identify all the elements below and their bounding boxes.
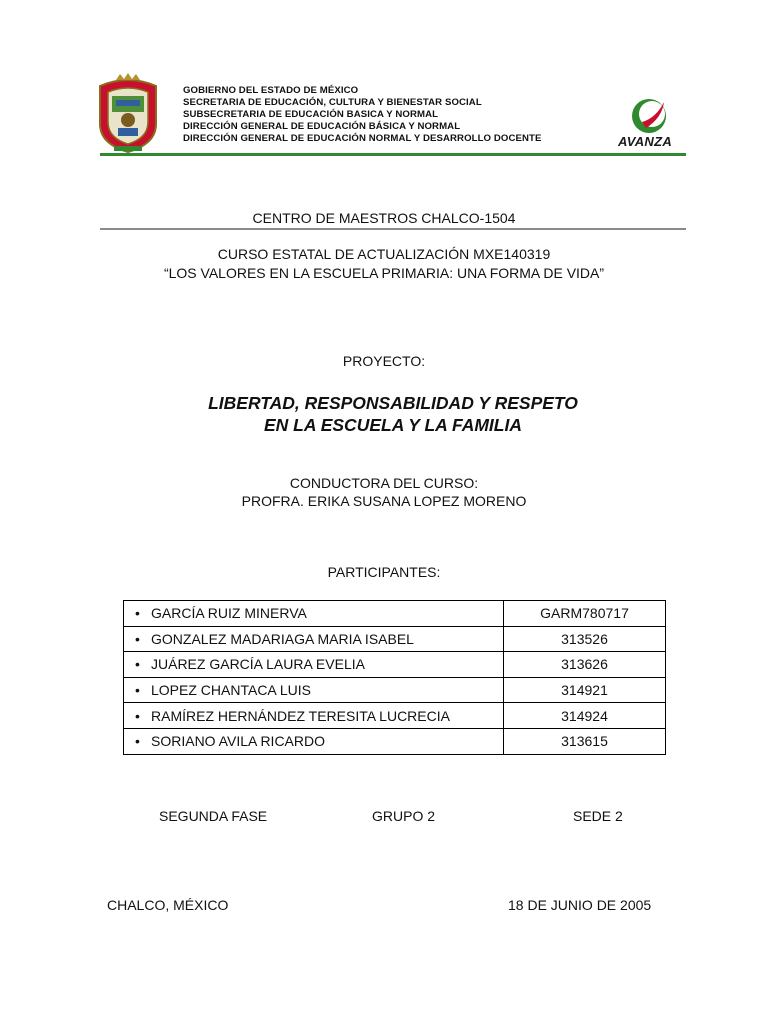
- table-row: [124, 626, 666, 652]
- participants-table: [123, 600, 666, 755]
- conductora-label: CONDUCTORA DEL CURSO:: [289, 475, 479, 491]
- curso-line-2: “LOS VALORES EN LA ESCUELA PRIMARIA: UNA FORMA DE VIDA”: [163, 265, 605, 281]
- coat-of-arms-logo: [96, 72, 160, 154]
- participant-code: GARM780717: [504, 601, 666, 627]
- bullet: •: [135, 733, 140, 750]
- bullet: •: [135, 605, 140, 622]
- participant-name: LOPEZ CHANTACA LUIS: [151, 682, 312, 699]
- project-title-line-1: LIBERTAD, RESPONSABILIDAD Y RESPETO: [208, 393, 578, 413]
- bullet: •: [135, 682, 140, 699]
- lugar-label: CHALCO, MÉXICO: [107, 897, 229, 913]
- fecha-label: 18 DE JUNIO DE 2005: [508, 897, 652, 913]
- participant-name: JUÁREZ GARCÍA LAURA EVELIA: [151, 656, 365, 673]
- fase-label: SEGUNDA FASE: [159, 808, 268, 824]
- participant-name: RAMÍREZ HERNÁNDEZ TERESITA LUCRECIA: [151, 707, 450, 724]
- participantes-label: PARTICIPANTES:: [327, 564, 441, 580]
- header-line: SUBSECRETARIA DE EDUCACIÓN BASICA Y NORMAL: [183, 109, 439, 120]
- avanza-logo: [616, 96, 686, 152]
- header-institution-lines: [183, 85, 542, 145]
- participant-code: 313526: [504, 626, 666, 652]
- participant-name: SORIANO AVILA RICARDO: [151, 733, 326, 750]
- bullet: •: [135, 630, 140, 647]
- header-line: SECRETARIA DE EDUCACIÓN, CULTURA Y BIENESTAR SOCIAL: [183, 97, 482, 108]
- bullet: •: [135, 656, 140, 673]
- proyecto-label: PROYECTO:: [342, 353, 426, 369]
- participant-name: GARCÍA RUIZ MINERVA: [151, 605, 307, 622]
- participant-code: 314921: [504, 677, 666, 703]
- avanza-swoosh-icon: [616, 96, 686, 136]
- table-row: [124, 677, 666, 703]
- header-line: DIRECCIÓN GENERAL DE EDUCACIÓN BÁSICA Y NORMAL: [183, 121, 461, 132]
- sede-label: SEDE 2: [573, 808, 623, 824]
- table-row: [124, 703, 666, 729]
- conductora-name: PROFRA. ERIKA SUSANA LOPEZ MORENO: [241, 493, 527, 509]
- header-line: GOBIERNO DEL ESTADO DE MÉXICO: [183, 85, 359, 96]
- avanza-logo-text: AVANZA: [618, 134, 673, 149]
- table-row: [124, 652, 666, 678]
- participant-code: 313615: [504, 728, 666, 754]
- header-rule: [100, 153, 686, 156]
- bullet: •: [135, 707, 140, 724]
- table-row: [124, 601, 666, 627]
- curso-line-1: CURSO ESTATAL DE ACTUALIZACIÓN MXE140319: [217, 246, 551, 262]
- header-line: DIRECCIÓN GENERAL DE EDUCACIÓN NORMAL Y DESARROLLO DOCENTE: [183, 133, 542, 144]
- project-title-line-2: EN LA ESCUELA Y LA FAMILIA: [264, 415, 522, 435]
- participant-code: 314924: [504, 703, 666, 729]
- centro-title: CENTRO DE MAESTROS CHALCO-1504: [252, 210, 516, 226]
- participant-name: GONZALEZ MADARIAGA MARIA ISABEL: [151, 630, 414, 647]
- centro-rule: [100, 228, 686, 230]
- grupo-label: GRUPO 2: [372, 808, 436, 824]
- table-row: [124, 728, 666, 754]
- participant-code: 313626: [504, 652, 666, 678]
